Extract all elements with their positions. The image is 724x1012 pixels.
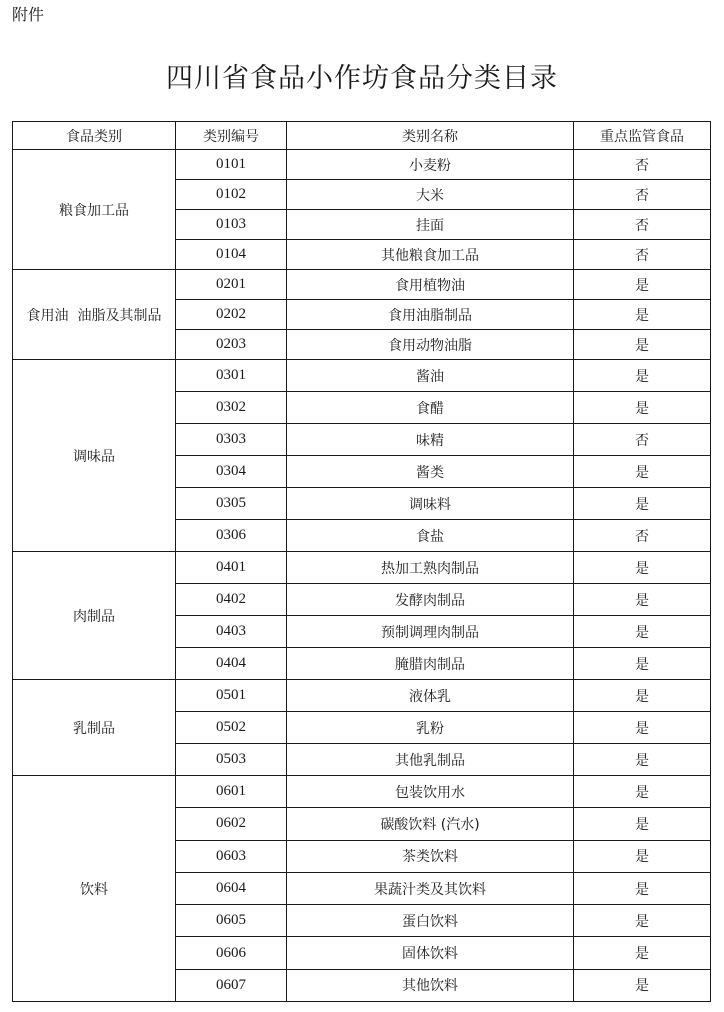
header-category-code: 类别编号: [176, 122, 287, 150]
key-supervision-cell: 是: [574, 937, 711, 969]
category-name-cell: 味精: [287, 424, 574, 456]
attachment-label: 附件: [12, 5, 45, 24]
category-code-cell: 0601: [176, 776, 287, 808]
category-code-cell: 0101: [176, 150, 287, 180]
key-supervision-cell: 是: [574, 552, 711, 584]
category-name-cell: 食用植物油: [287, 270, 574, 300]
category-name-cell: 发酵肉制品: [287, 584, 574, 616]
document-title: 四川省食品小作坊食品分类目录: [166, 63, 558, 94]
table-row: [13, 776, 711, 808]
category-name-cell: 茶类饮料: [287, 840, 574, 872]
category-name-cell: 酱油: [287, 360, 574, 392]
category-code-cell: 0605: [176, 905, 287, 937]
category-name-cell: 其他乳制品: [287, 744, 574, 776]
category-name-cell: 包装饮用水: [287, 776, 574, 808]
category-code-cell: 0503: [176, 744, 287, 776]
category-name-cell: 挂面: [287, 210, 574, 240]
category-code-cell: 0501: [176, 680, 287, 712]
category-code-cell: 0604: [176, 872, 287, 904]
key-supervision-cell: 是: [574, 776, 711, 808]
header-category-name: 类别名称: [287, 122, 574, 150]
table-row: [13, 680, 711, 712]
key-supervision-cell: 是: [574, 969, 711, 1001]
key-supervision-cell: 否: [574, 424, 711, 456]
category-name-cell: 乳粉: [287, 712, 574, 744]
category-code-cell: 0305: [176, 488, 287, 520]
category-code-cell: 0104: [176, 240, 287, 270]
food-category-cell: 乳制品: [13, 680, 176, 776]
category-name-cell: 其他饮料: [287, 969, 574, 1001]
key-supervision-cell: 是: [574, 456, 711, 488]
table-row: [13, 270, 711, 300]
category-name-cell: 腌腊肉制品: [287, 648, 574, 680]
category-name-cell: 食用动物油脂: [287, 330, 574, 360]
header-key-supervision: 重点监管食品: [574, 122, 711, 150]
table-row: [13, 150, 711, 180]
key-supervision-cell: 否: [574, 180, 711, 210]
table-body: [13, 150, 711, 1002]
category-code-cell: 0403: [176, 616, 287, 648]
food-category-cell: 肉制品: [13, 552, 176, 680]
category-name-cell: 食用油脂制品: [287, 300, 574, 330]
key-supervision-cell: 是: [574, 872, 711, 904]
category-name-cell: 预制调理肉制品: [287, 616, 574, 648]
key-supervision-cell: 否: [574, 240, 711, 270]
category-code-cell: 0301: [176, 360, 287, 392]
category-name-cell: 食醋: [287, 392, 574, 424]
category-code-cell: 0606: [176, 937, 287, 969]
category-name-cell: 酱类: [287, 456, 574, 488]
key-supervision-cell: 是: [574, 584, 711, 616]
category-code-cell: 0402: [176, 584, 287, 616]
key-supervision-cell: 是: [574, 360, 711, 392]
category-code-cell: 0102: [176, 180, 287, 210]
food-category-cell: 调味品: [13, 360, 176, 552]
key-supervision-cell: 是: [574, 392, 711, 424]
food-category-cell: 食用油 油脂及其制品: [13, 270, 176, 360]
category-code-cell: 0607: [176, 969, 287, 1001]
category-code-cell: 0202: [176, 300, 287, 330]
category-code-cell: 0401: [176, 552, 287, 584]
category-name-cell: 小麦粉: [287, 150, 574, 180]
food-category-table: [12, 121, 711, 1002]
category-code-cell: 0603: [176, 840, 287, 872]
key-supervision-cell: 是: [574, 488, 711, 520]
table-header-row: [13, 122, 711, 150]
key-supervision-cell: 是: [574, 808, 711, 840]
category-code-cell: 0602: [176, 808, 287, 840]
category-name-cell: 果蔬汁类及其饮料: [287, 872, 574, 904]
category-code-cell: 0304: [176, 456, 287, 488]
category-name-cell: 调味料: [287, 488, 574, 520]
key-supervision-cell: 是: [574, 680, 711, 712]
category-name-cell: 大米: [287, 180, 574, 210]
key-supervision-cell: 是: [574, 330, 711, 360]
category-code-cell: 0306: [176, 520, 287, 552]
category-code-cell: 0303: [176, 424, 287, 456]
key-supervision-cell: 否: [574, 210, 711, 240]
category-code-cell: 0203: [176, 330, 287, 360]
key-supervision-cell: 是: [574, 840, 711, 872]
category-name-cell: 固体饮料: [287, 937, 574, 969]
header-food-category: 食品类别: [13, 122, 176, 150]
category-name-cell: 热加工熟肉制品: [287, 552, 574, 584]
category-code-cell: 0302: [176, 392, 287, 424]
food-category-cell: 粮食加工品: [13, 150, 176, 270]
category-name-cell: 其他粮食加工品: [287, 240, 574, 270]
category-code-cell: 0404: [176, 648, 287, 680]
category-code-cell: 0103: [176, 210, 287, 240]
key-supervision-cell: 否: [574, 520, 711, 552]
key-supervision-cell: 否: [574, 150, 711, 180]
key-supervision-cell: 是: [574, 300, 711, 330]
category-code-cell: 0201: [176, 270, 287, 300]
category-name-cell: 蛋白饮料: [287, 905, 574, 937]
key-supervision-cell: 是: [574, 905, 711, 937]
key-supervision-cell: 是: [574, 616, 711, 648]
category-name-cell: 碳酸饮料 (汽水): [287, 808, 574, 840]
category-name-cell: 食盐: [287, 520, 574, 552]
key-supervision-cell: 是: [574, 270, 711, 300]
category-code-cell: 0502: [176, 712, 287, 744]
table-row: [13, 552, 711, 584]
food-category-cell: 饮料: [13, 776, 176, 1002]
key-supervision-cell: 是: [574, 648, 711, 680]
key-supervision-cell: 是: [574, 744, 711, 776]
category-name-cell: 液体乳: [287, 680, 574, 712]
key-supervision-cell: 是: [574, 712, 711, 744]
table-row: [13, 360, 711, 392]
